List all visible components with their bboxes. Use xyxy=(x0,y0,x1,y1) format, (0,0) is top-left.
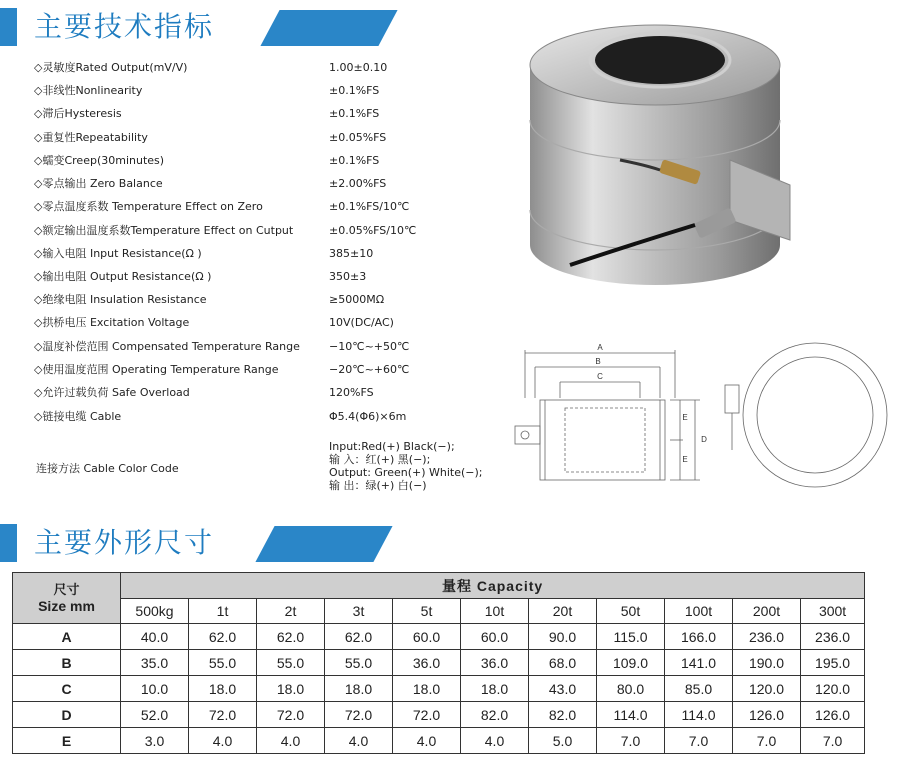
table-cell: 141.0 xyxy=(665,650,733,676)
drawing-label-b: B xyxy=(595,357,601,366)
table-cell: 82.0 xyxy=(529,702,597,728)
cable-code-lines xyxy=(329,440,483,492)
table-cell: 60.0 xyxy=(393,624,461,650)
spec-label: ◇拱桥电压 Excitation Voltage xyxy=(34,316,190,329)
row-header: A xyxy=(13,624,121,650)
capacity-cell: 50t xyxy=(597,599,665,624)
spec-value: −20℃~+60℃ xyxy=(329,363,410,376)
spec-row xyxy=(34,104,504,124)
table-cell: 36.0 xyxy=(393,650,461,676)
table-cell: 43.0 xyxy=(529,676,597,702)
spec-value: ±0.1%FS xyxy=(329,107,380,120)
table-row xyxy=(13,728,865,754)
cable-line: Output: Green(+) White(−); xyxy=(329,466,483,479)
spec-value: ±0.1%FS xyxy=(329,154,380,167)
spec-value: 385±10 xyxy=(329,247,374,260)
spec-row xyxy=(34,151,504,171)
table-cell: 4.0 xyxy=(189,728,257,754)
table-header-row xyxy=(13,573,865,599)
spec-row xyxy=(34,290,504,310)
spec-label: ◇重复性Repeatability xyxy=(34,131,148,144)
spec-row xyxy=(34,128,504,148)
spec-label: ◇绝缘电阻 Insulation Resistance xyxy=(34,293,207,306)
drawing-label-e-top: E xyxy=(682,413,688,422)
table-cell: 5.0 xyxy=(529,728,597,754)
size-header-cn: 尺寸 xyxy=(53,582,80,597)
table-cell: 55.0 xyxy=(189,650,257,676)
load-cell-photo xyxy=(520,10,800,300)
table-cell: 62.0 xyxy=(325,624,393,650)
table-cell: 55.0 xyxy=(325,650,393,676)
table-cell: 72.0 xyxy=(257,702,325,728)
table-cell: 236.0 xyxy=(801,624,865,650)
section-title-specs: 主要技术指标 xyxy=(34,10,215,43)
table-cell: 18.0 xyxy=(257,676,325,702)
size-header-en: Size mm xyxy=(38,598,95,614)
table-cell: 236.0 xyxy=(733,624,801,650)
table-cell: 115.0 xyxy=(597,624,665,650)
capacity-header: 量程 Capacity xyxy=(121,573,865,599)
row-header: B xyxy=(13,650,121,676)
spec-row xyxy=(34,174,504,194)
table-cell: 40.0 xyxy=(121,624,189,650)
spec-label: ◇非线性Nonlinearity xyxy=(34,84,143,97)
table-cell: 4.0 xyxy=(393,728,461,754)
dimensions-table xyxy=(12,572,865,754)
capacity-row xyxy=(13,599,865,624)
spec-label: ◇零点输出 Zero Balance xyxy=(34,177,163,190)
table-cell: 4.0 xyxy=(325,728,393,754)
dimension-drawing xyxy=(505,330,900,500)
drawing-label-e-bottom: E xyxy=(682,455,688,464)
spec-label: ◇使用温度范围 Operating Temperature Range xyxy=(34,363,279,376)
table-row xyxy=(13,650,865,676)
table-cell: 109.0 xyxy=(597,650,665,676)
table-cell: 4.0 xyxy=(257,728,325,754)
table-cell: 62.0 xyxy=(257,624,325,650)
spec-label: ◇输入电阻 Input Resistance(Ω ) xyxy=(34,247,202,260)
header-stripe xyxy=(255,526,392,562)
table-cell: 52.0 xyxy=(121,702,189,728)
table-cell: 82.0 xyxy=(461,702,529,728)
capacity-cell: 100t xyxy=(665,599,733,624)
table-cell: 114.0 xyxy=(597,702,665,728)
capacity-cell: 200t xyxy=(733,599,801,624)
spec-row xyxy=(34,337,504,357)
table-cell: 18.0 xyxy=(461,676,529,702)
spec-label: ◇输出电阻 Output Resistance(Ω ) xyxy=(34,270,212,283)
spec-label: ◇额定输出温度系数Temperature Effect on Cutput xyxy=(34,224,294,237)
table-row xyxy=(13,624,865,650)
capacity-cell: 20t xyxy=(529,599,597,624)
table-cell: 190.0 xyxy=(733,650,801,676)
spec-label: ◇允许过载负荷 Safe Overload xyxy=(34,386,190,399)
table-cell: 72.0 xyxy=(189,702,257,728)
spec-value: ±0.05%FS xyxy=(329,131,387,144)
spec-value: ≥5000MΩ xyxy=(329,293,385,306)
table-cell: 126.0 xyxy=(801,702,865,728)
table-cell: 114.0 xyxy=(665,702,733,728)
section-title-dimensions: 主要外形尺寸 xyxy=(34,526,215,559)
capacity-cell: 10t xyxy=(461,599,529,624)
table-cell: 10.0 xyxy=(121,676,189,702)
spec-row xyxy=(34,407,504,427)
drawing-label-d: D xyxy=(701,435,707,444)
spec-label: ◇蠕变Creep(30minutes) xyxy=(34,154,165,167)
header-accent-bar xyxy=(0,524,17,562)
spec-label: ◇滞后Hysteresis xyxy=(34,107,122,120)
cable-line: Input:Red(+) Black(−); xyxy=(329,440,455,453)
size-header xyxy=(13,573,121,624)
table-cell: 7.0 xyxy=(801,728,865,754)
table-cell: 166.0 xyxy=(665,624,733,650)
table-cell: 120.0 xyxy=(801,676,865,702)
spec-value: 350±3 xyxy=(329,270,367,283)
spec-row xyxy=(34,58,504,78)
row-header: D xyxy=(13,702,121,728)
spec-value: ±0.1%FS xyxy=(329,84,380,97)
capacity-cell: 5t xyxy=(393,599,461,624)
table-cell: 3.0 xyxy=(121,728,189,754)
row-header: C xyxy=(13,676,121,702)
table-cell: 18.0 xyxy=(393,676,461,702)
row-header: E xyxy=(13,728,121,754)
table-cell: 60.0 xyxy=(461,624,529,650)
table-row xyxy=(13,676,865,702)
spec-value: 120%FS xyxy=(329,386,374,399)
capacity-cell: 3t xyxy=(325,599,393,624)
capacity-cell: 300t xyxy=(801,599,865,624)
spec-value: ±0.05%FS/10℃ xyxy=(329,224,417,237)
table-row xyxy=(13,702,865,728)
spec-row xyxy=(34,313,504,333)
spec-label: ◇零点温度系数 Temperature Effect on Zero xyxy=(34,200,263,213)
capacity-cell: 500kg xyxy=(121,599,189,624)
table-cell: 90.0 xyxy=(529,624,597,650)
cable-line: 输 入：红(+) 黑(−); xyxy=(329,453,431,466)
table-cell: 18.0 xyxy=(189,676,257,702)
spec-row xyxy=(34,221,504,241)
table-cell: 126.0 xyxy=(733,702,801,728)
table-cell: 18.0 xyxy=(325,676,393,702)
spec-value: ±0.1%FS/10℃ xyxy=(329,200,410,213)
table-cell: 72.0 xyxy=(393,702,461,728)
table-cell: 7.0 xyxy=(733,728,801,754)
table-cell: 7.0 xyxy=(597,728,665,754)
table-cell: 36.0 xyxy=(461,650,529,676)
table-cell: 35.0 xyxy=(121,650,189,676)
header-stripe xyxy=(260,10,397,46)
spec-value: Φ5.4(Φ6)×6m xyxy=(329,410,407,423)
spec-label: ◇链接电缆 Cable xyxy=(34,410,122,423)
spec-value: 1.00±0.10 xyxy=(329,61,388,74)
table-cell: 72.0 xyxy=(325,702,393,728)
drawing-label-c: C xyxy=(597,372,603,381)
table-cell: 68.0 xyxy=(529,650,597,676)
table-cell: 62.0 xyxy=(189,624,257,650)
spec-label: ◇温度补偿范围 Compensated Temperature Range xyxy=(34,340,300,353)
spec-value: 10V(DC/AC) xyxy=(329,316,394,329)
spec-label: ◇灵敏度Rated Output(mV/V) xyxy=(34,61,188,74)
spec-value: −10℃~+50℃ xyxy=(329,340,410,353)
table-cell: 85.0 xyxy=(665,676,733,702)
table-cell: 80.0 xyxy=(597,676,665,702)
spec-row xyxy=(34,360,504,380)
spec-row xyxy=(34,197,504,217)
cable-code-label: 连接方法 Cable Color Code xyxy=(36,462,179,475)
cable-line: 输 出：绿(+) 白(−) xyxy=(329,479,427,492)
capacity-cell: 2t xyxy=(257,599,325,624)
spec-row xyxy=(34,383,504,403)
table-cell: 7.0 xyxy=(665,728,733,754)
table-cell: 4.0 xyxy=(461,728,529,754)
section-header-dimensions xyxy=(0,520,420,566)
spec-row xyxy=(34,81,504,101)
spec-row xyxy=(34,244,504,264)
table-cell: 195.0 xyxy=(801,650,865,676)
spec-row xyxy=(34,267,504,287)
table-cell: 120.0 xyxy=(733,676,801,702)
section-header-specs xyxy=(0,4,420,50)
header-accent-bar xyxy=(0,8,17,46)
drawing-label-a: A xyxy=(597,343,603,352)
spec-value: ±2.00%FS xyxy=(329,177,387,190)
table-cell: 55.0 xyxy=(257,650,325,676)
capacity-cell: 1t xyxy=(189,599,257,624)
